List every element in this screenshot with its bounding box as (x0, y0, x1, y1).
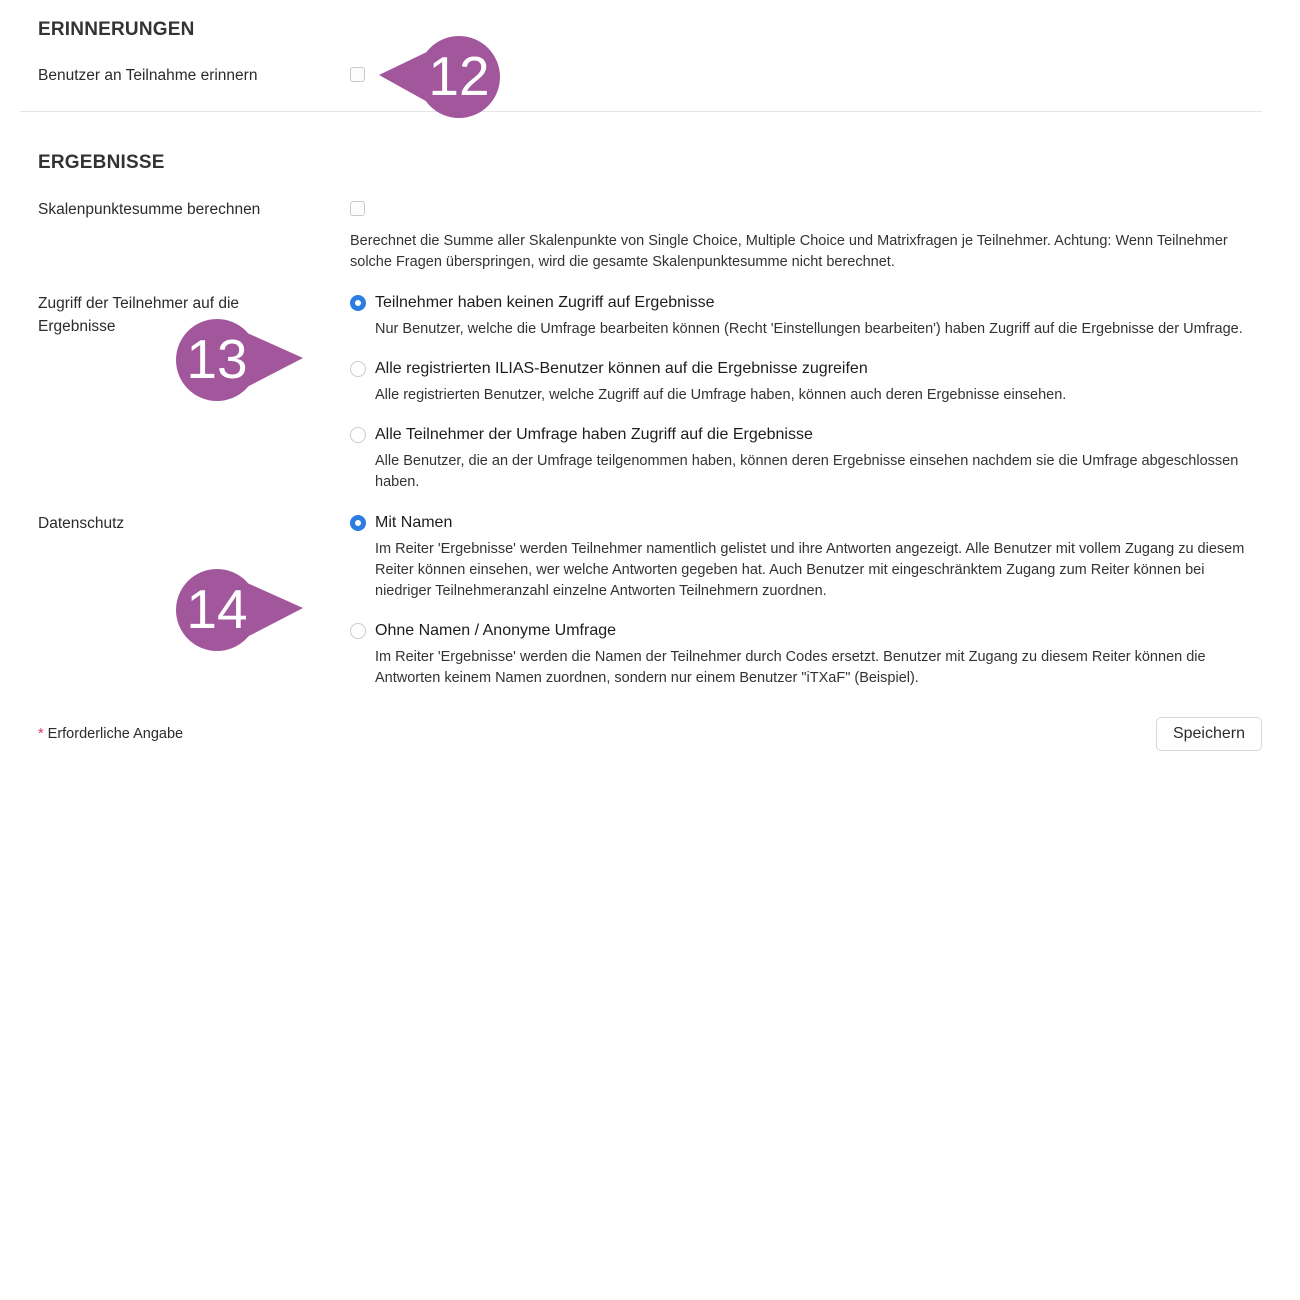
access-radio-group (350, 292, 1262, 493)
required-note-text: Erforderliche Angabe (47, 726, 184, 742)
section-title-ergebnisse: ERGEBNISSE (38, 152, 165, 173)
access-option-registered-users-click[interactable] (350, 358, 1262, 379)
radio-selected-icon[interactable] (350, 515, 366, 531)
radio-selected-icon[interactable] (350, 295, 366, 311)
access-option-description: Alle Benutzer, die an der Umfrage teilgenommen haben, können deren Ergebnisse einsehen nachdem sie die Umfrage abgeschlossen haben. (375, 453, 1239, 490)
callout-right-arrow-icon (175, 564, 305, 656)
remind-checkbox[interactable] (350, 67, 365, 82)
required-asterisk: * (38, 726, 44, 742)
required-note (38, 726, 183, 742)
access-option-registered-users (350, 358, 1262, 406)
privacy-option-with-names (350, 512, 1262, 602)
privacy-option-anonymous (350, 620, 1262, 689)
privacy-option-description: Im Reiter 'Ergebnisse' werden Teilnehmer namentlich gelistet und ihre Antworten angezeigt. Alle Benutzer mit vollem Zugang zu diesem Reiter können einsehen, wer welche Antworten gegeben hat. Auch Benutzer mit eingeschränktem Zugang zum Reiter können bei niedriger Teilnehmeranzahl einzelne Antworten Teilnehmern zuordnen. (375, 541, 1245, 599)
access-label: Zugriff der Teilnehmer auf die Ergebnisse (38, 295, 240, 335)
annotation-callout-13 (175, 314, 305, 406)
privacy-option-with-names-click[interactable] (350, 512, 1262, 533)
annotation-callout-14 (175, 564, 305, 656)
scale-sum-checkbox[interactable] (350, 201, 365, 216)
privacy-option-label: Mit Namen (375, 514, 453, 531)
access-option-all-participants (350, 424, 1262, 493)
privacy-radio-group (350, 512, 1262, 689)
scale-sum-description: Berechnet die Summe aller Skalenpunkte von Single Choice, Multiple Choice und Matrixfragen je Teilnehmer. Achtung: Wenn Teilnehmer solche Fragen überspringen, wird die gesamte Skalenpunktesumme nicht berechnet. (350, 233, 1228, 270)
privacy-option-anonymous-click[interactable] (350, 620, 1262, 641)
annotation-callout-12 (375, 31, 505, 123)
section-divider (20, 111, 1262, 112)
form-row-remind (38, 64, 1262, 87)
access-option-no-access-click[interactable] (350, 292, 1262, 313)
access-option-label: Alle registrierten ILIAS-Benutzer können auf die Ergebnisse zugreifen (375, 360, 868, 377)
privacy-option-description: Im Reiter 'Ergebnisse' werden die Namen der Teilnehmer durch Codes ersetzt. Benutzer mit Zugang zu diesem Reiter können die Antworten keinem Namen zuordnen, sondern nur einem Benutzer "iTXaF" (Beispiel). (375, 649, 1206, 686)
section-title-erinnerungen: ERINNERUNGEN (38, 19, 195, 40)
callout-right-arrow-icon (175, 314, 305, 406)
access-option-description: Nur Benutzer, welche die Umfrage bearbeiten können (Recht 'Einstellungen bearbeiten') haben Zugriff auf die Ergebnisse der Umfrage. (375, 321, 1243, 337)
radio-unselected-icon[interactable] (350, 623, 366, 639)
access-option-no-access (350, 292, 1262, 340)
access-option-all-participants-click[interactable] (350, 424, 1262, 445)
annotation-number: 12 (428, 45, 490, 107)
privacy-label: Datenschutz (38, 515, 125, 532)
radio-unselected-icon[interactable] (350, 361, 366, 377)
form-row-scale-sum (38, 198, 1262, 273)
access-option-description: Alle registrierten Benutzer, welche Zugriff auf die Umfrage haben, können auch deren Ergebnisse einsehen. (375, 387, 1067, 403)
form-footer (38, 717, 1262, 751)
radio-unselected-icon[interactable] (350, 427, 366, 443)
access-option-label: Teilnehmer haben keinen Zugriff auf Ergebnisse (375, 294, 715, 311)
scale-sum-label: Skalenpunktesumme berechnen (38, 201, 261, 218)
scale-sum-control (350, 198, 1262, 273)
annotation-number: 14 (186, 578, 248, 640)
remind-label: Benutzer an Teilnahme erinnern (38, 67, 258, 84)
annotation-number: 13 (186, 328, 248, 390)
access-option-label: Alle Teilnehmer der Umfrage haben Zugriff auf die Ergebnisse (375, 426, 813, 443)
privacy-option-label: Ohne Namen / Anonyme Umfrage (375, 622, 617, 639)
save-button[interactable]: Speichern (1156, 717, 1262, 751)
callout-left-arrow-icon (375, 31, 505, 123)
